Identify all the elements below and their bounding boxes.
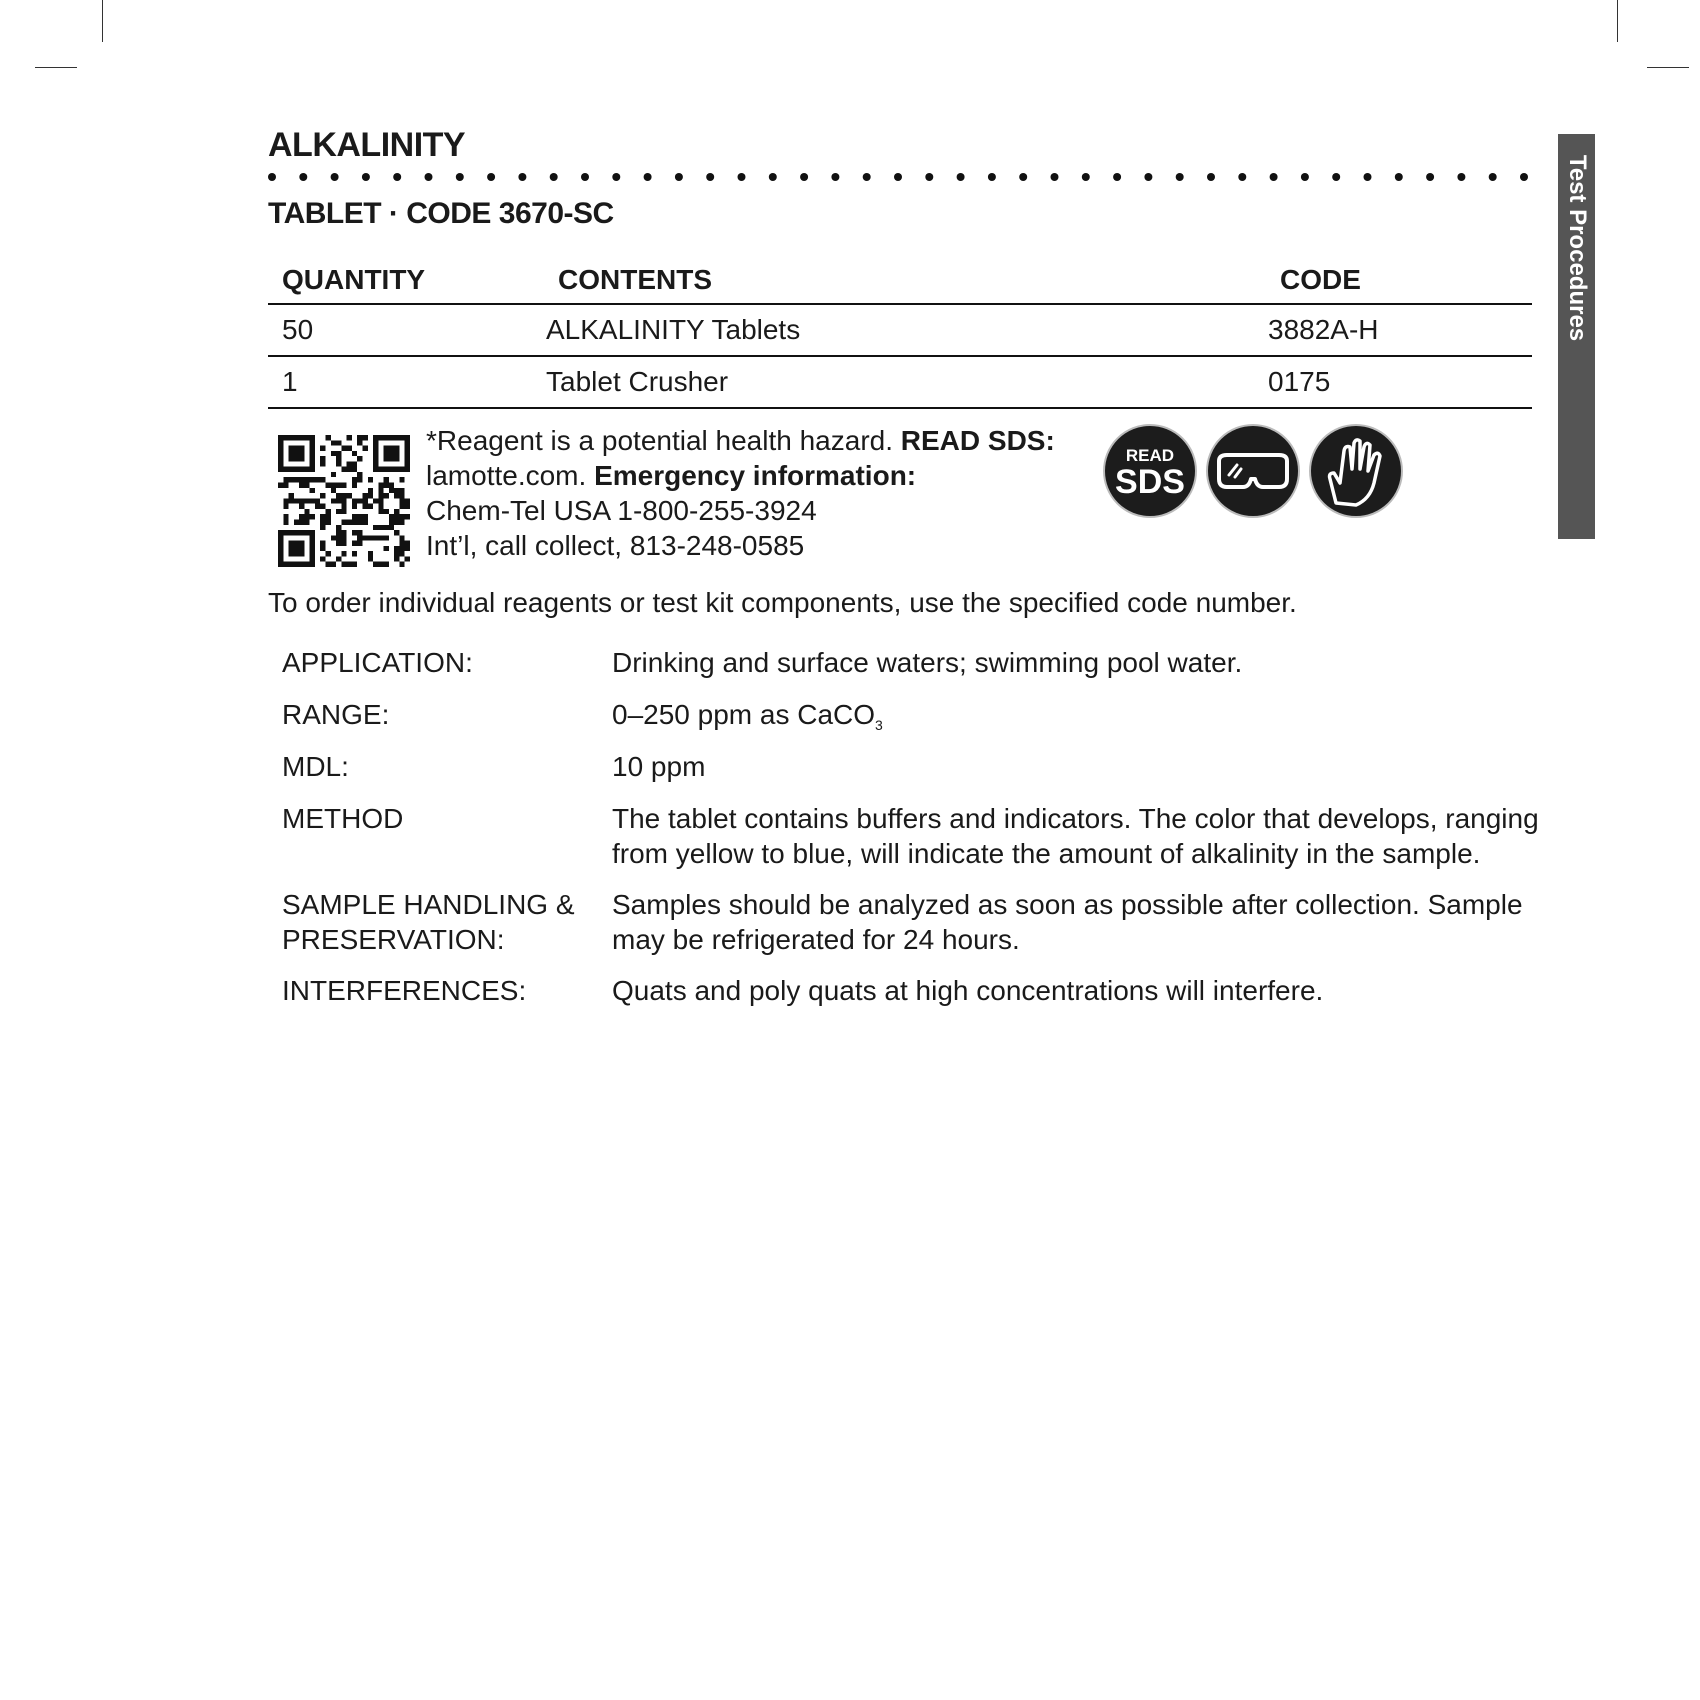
- safety-goggles-icon: [1205, 423, 1301, 519]
- hazard-warning: *Reagent is a potential health hazard.: [426, 425, 901, 456]
- sample-value-line: Samples should be analyzed as soon as possible after collection. Sample: [612, 889, 1523, 920]
- spec-label: [282, 887, 602, 957]
- header-quantity: QUANTITY: [268, 257, 546, 304]
- cell-contents: Tablet Crusher: [546, 356, 1268, 408]
- spec-value: [612, 887, 1552, 957]
- gloves-icon: [1308, 423, 1404, 519]
- sample-label-line: PRESERVATION:: [282, 924, 505, 955]
- table-row: [268, 304, 1532, 356]
- crop-mark: [1647, 67, 1689, 68]
- emergency-info-label: Emergency information:: [594, 460, 917, 491]
- read-sds-label: READ SDS:: [900, 425, 1055, 456]
- order-note: To order individual reagents or test kit components, use the specified code number.: [268, 587, 1297, 618]
- spec-label: RANGE:: [282, 699, 390, 730]
- range-value: 0–250 ppm as CaCO: [612, 699, 876, 730]
- read-sds-icon: [1102, 423, 1198, 519]
- spec-label: METHOD: [282, 803, 404, 834]
- safety-icons: [1102, 423, 1402, 523]
- side-tab: [1558, 134, 1595, 539]
- crop-mark: [35, 67, 77, 68]
- spec-value: [612, 801, 1552, 871]
- table-header-row: [268, 257, 1532, 304]
- crop-mark: [102, 0, 103, 42]
- spec-label: APPLICATION:: [282, 647, 473, 678]
- spec-value: [612, 697, 1552, 743]
- international-phone: Int’l, call collect, 813-248-0585: [426, 530, 805, 561]
- cell-quantity: 50: [268, 304, 546, 356]
- header-code: CODE: [1268, 257, 1532, 304]
- sample-value-line: may be refrigerated for 24 hours.: [612, 924, 1020, 955]
- sds-icon-top-text: READ: [1125, 446, 1175, 465]
- sample-label-line: SAMPLE HANDLING &: [282, 889, 575, 920]
- cell-contents: ALKALINITY Tablets: [546, 304, 1268, 356]
- kit-contents-table: [268, 257, 1532, 409]
- spec-value: 10 ppm: [612, 751, 706, 782]
- table-row: [268, 356, 1532, 408]
- spec-value: Drinking and surface waters; swimming pool water.: [612, 647, 1243, 678]
- header-contents: CONTENTS: [546, 257, 1268, 304]
- hazard-text: [426, 423, 1055, 563]
- hazard-notice: [268, 423, 1532, 573]
- page-title: ALKALINITY: [268, 126, 466, 164]
- sds-icon-bottom-text: SDS: [1115, 463, 1185, 501]
- spec-label: MDL:: [282, 751, 349, 782]
- page-subtitle: TABLET · CODE 3670-SC: [268, 197, 614, 230]
- procedure-page: [268, 125, 1558, 1006]
- method-line: The tablet contains buffers and indicators. The color that develops, ranging: [612, 803, 1539, 834]
- website-link[interactable]: lamotte.com.: [426, 460, 595, 491]
- side-tab-label: Test Procedures: [1563, 154, 1591, 342]
- qr-code-icon[interactable]: [278, 435, 410, 567]
- cell-code: 3882A-H: [1268, 304, 1532, 356]
- spec-label: INTERFERENCES:: [282, 975, 527, 1006]
- range-subscript: 3: [875, 717, 883, 733]
- crop-mark: [1617, 0, 1618, 42]
- spec-value: Quats and poly quats at high concentrations will interfere.: [612, 975, 1324, 1006]
- method-line: from yellow to blue, will indicate the amount of alkalinity in the sample.: [612, 838, 1481, 869]
- dotted-divider: [268, 171, 1558, 183]
- cell-code: 0175: [1268, 356, 1532, 408]
- chemtel-phone: Chem-Tel USA 1-800-255-3924: [426, 495, 817, 526]
- cell-quantity: 1: [268, 356, 546, 408]
